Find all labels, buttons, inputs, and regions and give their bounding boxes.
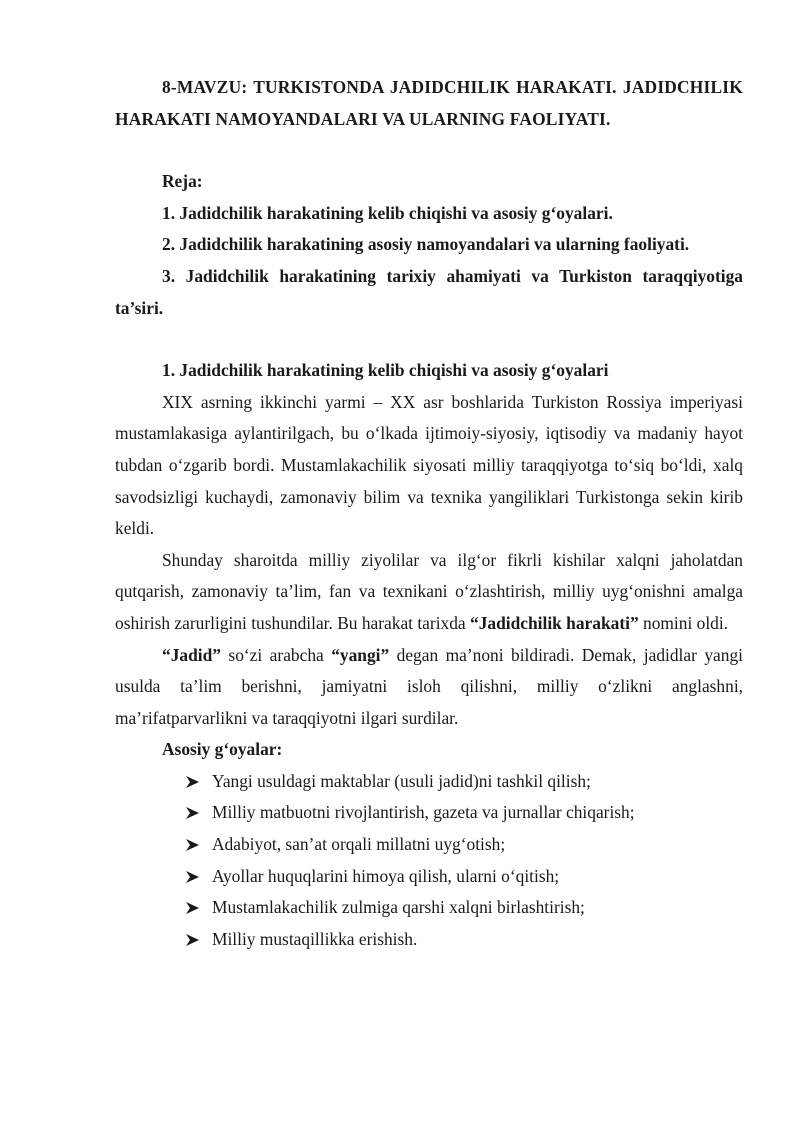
list-item-text: Milliy matbuotni rivojlantirish, gazeta va jurnallar chiqarish;: [212, 802, 635, 823]
ideas-heading: Asosiy g‘oyalar:: [162, 739, 283, 760]
document-page: [115, 72, 743, 955]
paragraph-2-tail: nomini oldi.: [643, 612, 729, 633]
list-item: [185, 766, 743, 798]
arrow-bullet-icon: [185, 775, 200, 789]
list-item: [185, 861, 743, 893]
list-item-text: Milliy mustaqillikka erishish.: [212, 928, 418, 949]
list-item-text: Yangi usuldagi maktablar (usuli jadid)ni tashkil qilish;: [212, 770, 591, 791]
paragraph-1: XIX asrning ikkinchi yarmi – XX asr boshlarida Turkiston Rossiya imperiyasi mustamlakasiga aylantirilgach, bu o‘lkada ijtimoiy-siyosiy, iqtisodiy va madaniy hayot tubdan o‘zgarib bordi. Mustamlakachilik siyosati milliy taraqqiyotga to‘siq bo‘ldi, xalq savodsizligi kuchaydi, zamonaviy bilim va texnika yangiliklari Turkistonga sekin kirib keldi.: [115, 391, 743, 539]
list-item: [185, 892, 743, 924]
plan-item-3: 3. Jadidchilik harakatining tarixiy ahamiyati va Turkiston taraqqiyotiga ta’siri.: [115, 265, 743, 318]
list-item-text: Mustamlakachilik zulmiga qarshi xalqni birlashtirish;: [212, 897, 585, 918]
section-heading: 1. Jadidchilik harakatining kelib chiqishi va asosiy g‘oyalari: [162, 360, 609, 381]
yangi-term: “yangi”: [331, 644, 390, 665]
spacer: [115, 135, 743, 166]
ideas-list: [115, 766, 743, 956]
arrow-bullet-icon: [185, 933, 200, 947]
jadid-term: “Jadid”: [162, 644, 221, 665]
paragraph-2: [115, 545, 743, 640]
list-item: [185, 924, 743, 956]
arrow-bullet-icon: [185, 838, 200, 852]
paragraph-3-text-1: so‘zi arabcha: [228, 644, 324, 665]
paragraph-3: [115, 640, 743, 735]
list-item-text: Adabiyot, san’at orqali millatni uyg‘otish;: [212, 834, 506, 855]
paragraph-3-text-2: degan ma’noni bildiradi. Demak, jadidlar yangi usulda ta’lim berishni, jamiyatni isloh qilishni, milliy o‘zlikni anglashni, ma’rifatparvarlikni va taraqqiyotni ilgari surdilar.: [115, 644, 743, 728]
arrow-bullet-icon: [185, 901, 200, 915]
paragraph-2-text: Shunday sharoitda milliy ziyolilar va ilg‘or fikrli kishilar xalqni jaholatdan qutqarish, zamonaviy ta’lim, fan va texnikani o‘zlashtirish, milliy uyg‘onishni amalga oshirish zarurligini tushundilar. Bu harakat tarixda: [115, 549, 743, 633]
plan-item-1: 1. Jadidchilik harakatining kelib chiqishi va asosiy g‘oyalari.: [162, 202, 613, 223]
list-item-text: Ayollar huquqlarini himoya qilish, ularni o‘qitish;: [212, 865, 560, 886]
plan-heading: Reja:: [162, 171, 203, 192]
spacer: [115, 324, 743, 355]
arrow-bullet-icon: [185, 870, 200, 884]
arrow-bullet-icon: [185, 806, 200, 820]
jadidchilik-term: “Jadidchilik harakati”: [470, 612, 639, 633]
list-item: [185, 829, 743, 861]
plan-item-2: 2. Jadidchilik harakatining asosiy namoyandalari va ularning faoliyati.: [162, 234, 690, 255]
list-item: [185, 797, 743, 829]
document-title: 8-MAVZU: TURKISTONDA JADIDCHILIK HARAKATI. JADIDCHILIK HARAKATI NAMOYANDALARI VA ULARNING FAOLIYATI.: [115, 77, 743, 129]
